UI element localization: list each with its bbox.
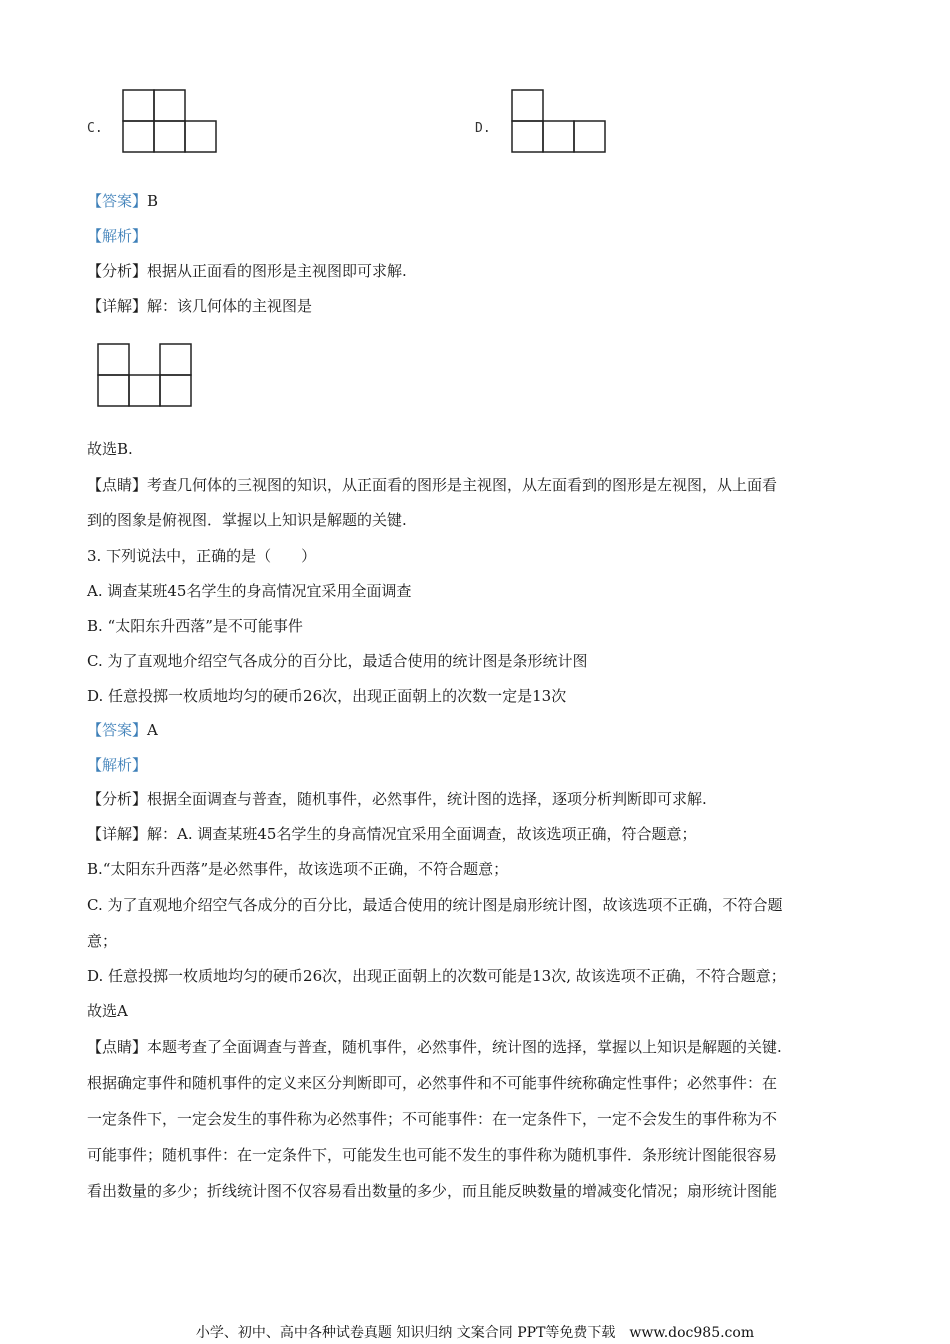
q2-fenxi-line — [87, 261, 407, 281]
q3-detail-c-cont: 意； — [87, 932, 118, 950]
q2-answer-tag: 【答案】 — [87, 192, 148, 210]
q3-fenxi-line — [87, 789, 707, 809]
q3-xiangjie-text: 解：A. 调查某班45名学生的身高情况宜采用全面调查，故该选项正确，符合题意； — [147, 825, 697, 843]
q3-option-b: B. “太阳东升西落”是不可能事件 — [87, 617, 303, 635]
q2-xiangjie-line — [87, 296, 312, 316]
q2-dianjing-line2: 到的图象是俯视图．掌握以上知识是解题的关键. — [87, 511, 407, 529]
main-view-figure — [97, 343, 195, 409]
option-c-label: C. — [87, 121, 103, 136]
q2-dianjing-line1 — [87, 475, 777, 495]
q3-dianjing-text1: 本题考查了全面调查与普查，随机事件，必然事件，统计图的选择，掌握以上知识是解题的关键. — [147, 1038, 782, 1056]
option-d-label: D. — [475, 121, 491, 136]
q3-answer-value: A — [147, 721, 158, 739]
option-d-figure — [511, 89, 609, 155]
q3-xiangjie-tag: 【详解】 — [87, 825, 148, 843]
q3-conclusion: 故选A — [87, 1002, 128, 1020]
q3-answer-line — [87, 720, 158, 740]
q3-fenxi-text: 根据全面调查与普查，随机事件，必然事件，统计图的选择，逐项分析判断即可求解. — [147, 790, 707, 808]
q2-analysis-tag: 【解析】 — [87, 227, 148, 245]
q2-fenxi-tag: 【分析】 — [87, 262, 148, 280]
footer-link[interactable]: 小学、初中、高中各种试卷真题 知识归纳 文案合同 PPT等免费下载 www.doc985.com — [195, 1325, 755, 1341]
q3-option-d: D. 任意投掷一枚质地均匀的硬币26次，出现正面朝上的次数一定是13次 — [87, 687, 567, 705]
q3-dianjing-line1 — [87, 1037, 782, 1057]
q3-dianjing-line2: 根据确定事件和随机事件的定义来区分判断即可，必然事件和不可能事件统称确定性事件；必然事件：在 — [87, 1074, 778, 1092]
q3-xiangjie-line — [87, 824, 696, 844]
q3-dianjing-line5: 看出数量的多少；折线统计图不仅容易看出数量的多少，而且能反映数量的增减变化情况；扇形统计图能 — [87, 1182, 778, 1200]
q2-conclusion: 故选B. — [87, 440, 133, 458]
q2-xiangjie-text: 解：该几何体的主视图是 — [147, 297, 313, 315]
q3-stem: 3. 下列说法中，正确的是（ ） — [87, 547, 317, 565]
q3-analysis-tag: 【解析】 — [87, 756, 148, 774]
q3-option-a: A. 调查某班45名学生的身高情况宜采用全面调查 — [87, 582, 412, 600]
q2-xiangjie-tag: 【详解】 — [87, 297, 148, 315]
q3-detail-d: D. 任意投掷一枚质地均匀的硬币26次，出现正面朝上的次数可能是13次, 故该选项不正确，不符合题意； — [87, 967, 786, 985]
q3-answer-tag: 【答案】 — [87, 721, 148, 739]
q2-dianjing-tag: 【点睛】 — [87, 476, 148, 494]
q3-option-c: C. 为了直观地介绍空气各成分的百分比，最适合使用的统计图是条形统计图 — [87, 652, 588, 670]
q2-fenxi-text: 根据从正面看的图形是主视图即可求解. — [147, 262, 407, 280]
q3-detail-b: B.“太阳东升西落”是必然事件，故该选项不正确，不符合题意； — [87, 860, 509, 878]
q2-dianjing-text1: 考查几何体的三视图的知识，从正面看的图形是主视图，从左面看到的图形是左视图，从上面看 — [147, 476, 778, 494]
q3-fenxi-tag: 【分析】 — [87, 790, 148, 808]
q3-dianjing-tag: 【点睛】 — [87, 1038, 148, 1056]
q2-answer-value: B — [147, 192, 159, 210]
q3-dianjing-line3: 一定条件下，一定会发生的事件称为必然事件；不可能事件：在一定条件下，一定不会发生的事件称为不 — [87, 1110, 778, 1128]
q2-answer-line — [87, 191, 158, 211]
option-c-figure — [122, 89, 220, 155]
q3-dianjing-line4: 可能事件；随机事件：在一定条件下，可能发生也可能不发生的事件称为随机事件．条形统计图能很容易 — [87, 1146, 778, 1164]
q3-detail-c: C. 为了直观地介绍空气各成分的百分比，最适合使用的统计图是扇形统计图，故该选项不正确，不符合题 — [87, 896, 783, 914]
